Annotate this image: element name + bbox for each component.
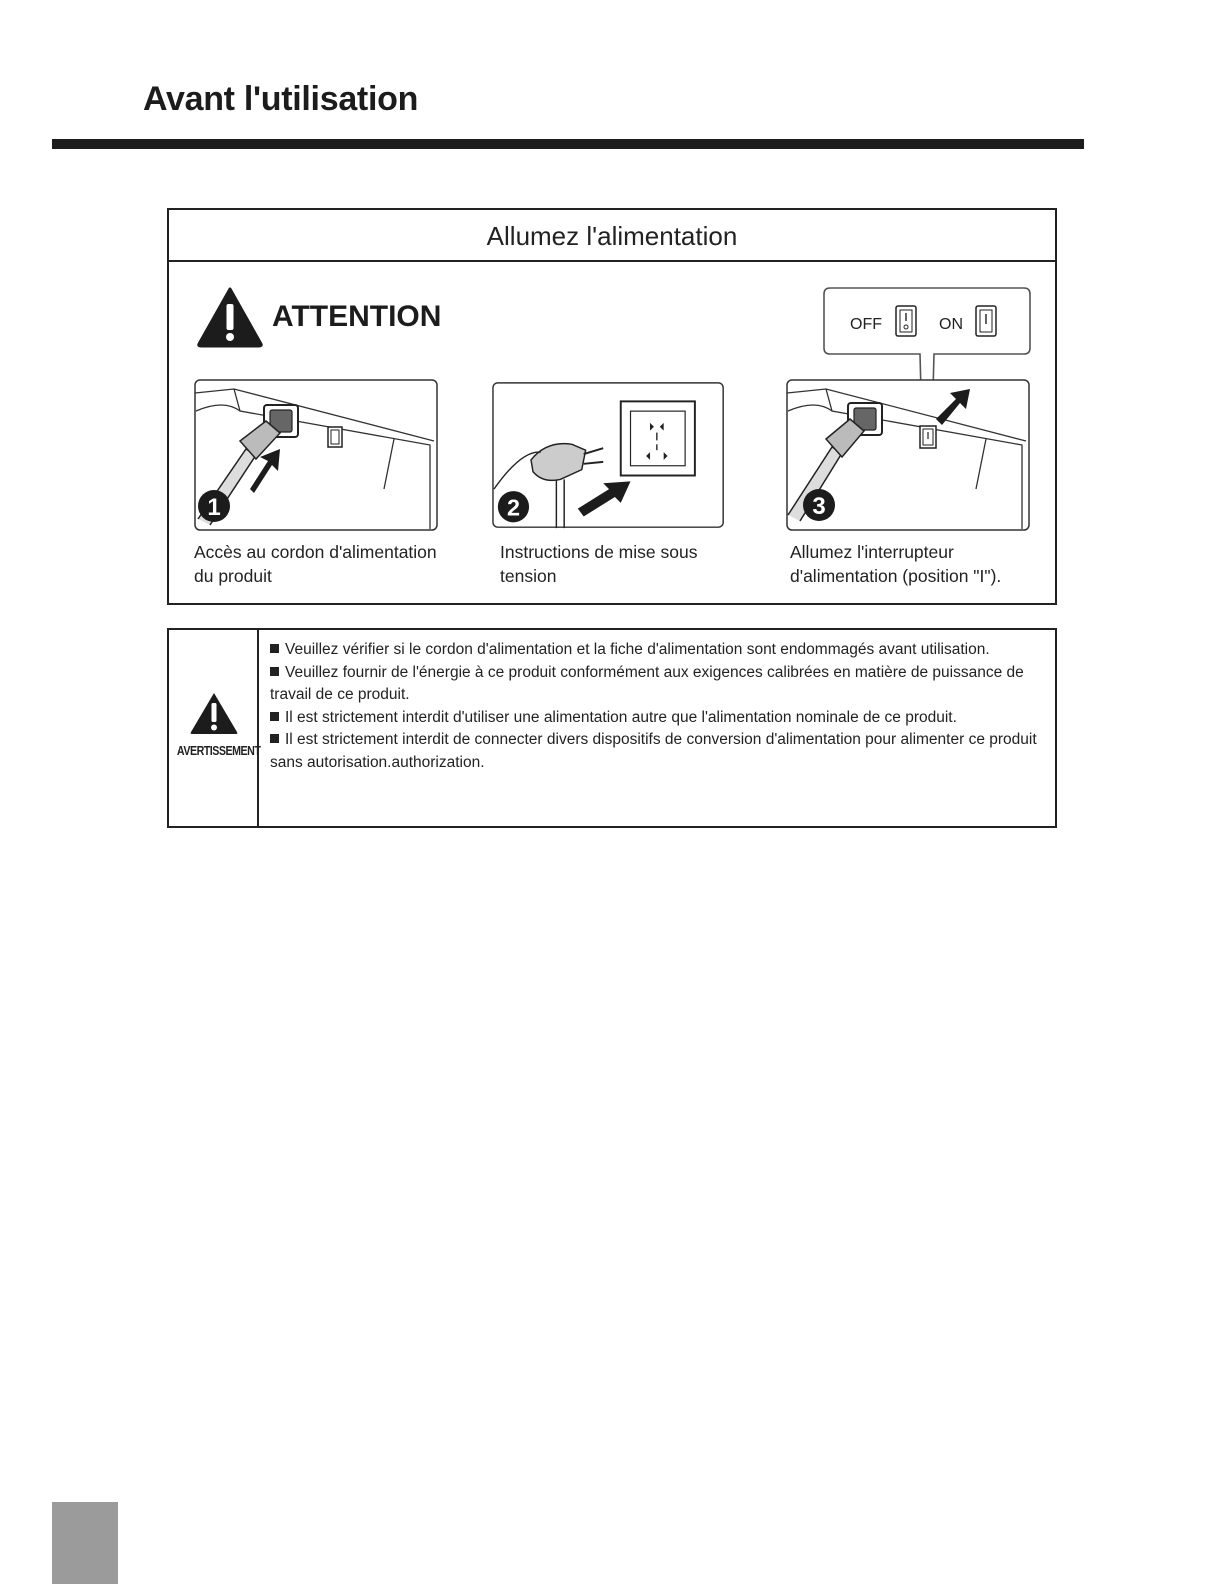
- warning-label-cell: [169, 630, 259, 826]
- warning-item: Il est strictement interdit de connecter divers dispositifs de conversion d'alimentation pour alimenter ce produit sans autorisation.authorization.: [270, 731, 1037, 771]
- step-2-illustration: [492, 380, 730, 532]
- page-title: Avant l'utilisation: [143, 80, 419, 118]
- warning-label: AVERTISSEMENT: [176, 743, 261, 758]
- bullet-square-icon: [270, 734, 279, 743]
- bullet-square-icon: [270, 712, 279, 721]
- page-corner-tab: [52, 1502, 118, 1584]
- power-on-box: [167, 208, 1057, 605]
- step-3-illustration: [786, 379, 1030, 531]
- warning-item: Il est strictement interdit d'utiliser une alimentation autre que l'alimentation nominale de ce produit.: [270, 707, 1040, 730]
- step-3-caption: [790, 540, 1001, 588]
- step-2-number: 2: [506, 494, 520, 521]
- step-1-number: 1: [207, 494, 221, 521]
- switch-off-label: OFF: [850, 316, 882, 333]
- power-on-header: Allumez l'alimentation: [169, 210, 1055, 262]
- attention-banner: [196, 286, 456, 348]
- step-1-caption: [194, 540, 437, 588]
- warning-table: [167, 628, 1057, 828]
- bullet-square-icon: [270, 644, 279, 653]
- switch-on-icon: [976, 306, 996, 336]
- warning-list: [270, 639, 1040, 774]
- warning-item: Veuillez fournir de l'énergie à ce produit conformément aux exigences calibrées en matière de puissance de travail de ce produit.: [270, 663, 1024, 703]
- attention-label: ATTENTION: [272, 300, 442, 333]
- warning-triangle-icon: [196, 286, 264, 348]
- bullet-square-icon: [270, 667, 279, 676]
- step-2-caption-line2: tension: [500, 566, 557, 586]
- step-2-caption: [500, 540, 697, 588]
- switch-on-label: ON: [939, 316, 963, 333]
- title-rule: [52, 139, 1084, 149]
- step-1-illustration: [194, 379, 438, 531]
- step-3-caption-line1: Allumez l'interrupteur: [790, 542, 954, 562]
- step-2-caption-line1: Instructions de mise sous: [500, 542, 698, 562]
- switch-off-icon: [896, 306, 916, 336]
- step-1-caption-line1: Accès au cordon d'alimentation: [194, 542, 437, 562]
- step-1-caption-line2: du produit: [194, 566, 272, 586]
- step-3-number: 3: [812, 493, 826, 520]
- warning-item: Veuillez vérifier si le cordon d'alimentation et la fiche d'alimentation sont endommagés avant utilisation.: [270, 639, 1040, 662]
- warning-triangle-icon: [189, 691, 239, 735]
- step-3-caption-line2: d'alimentation (position "I").: [790, 566, 1002, 586]
